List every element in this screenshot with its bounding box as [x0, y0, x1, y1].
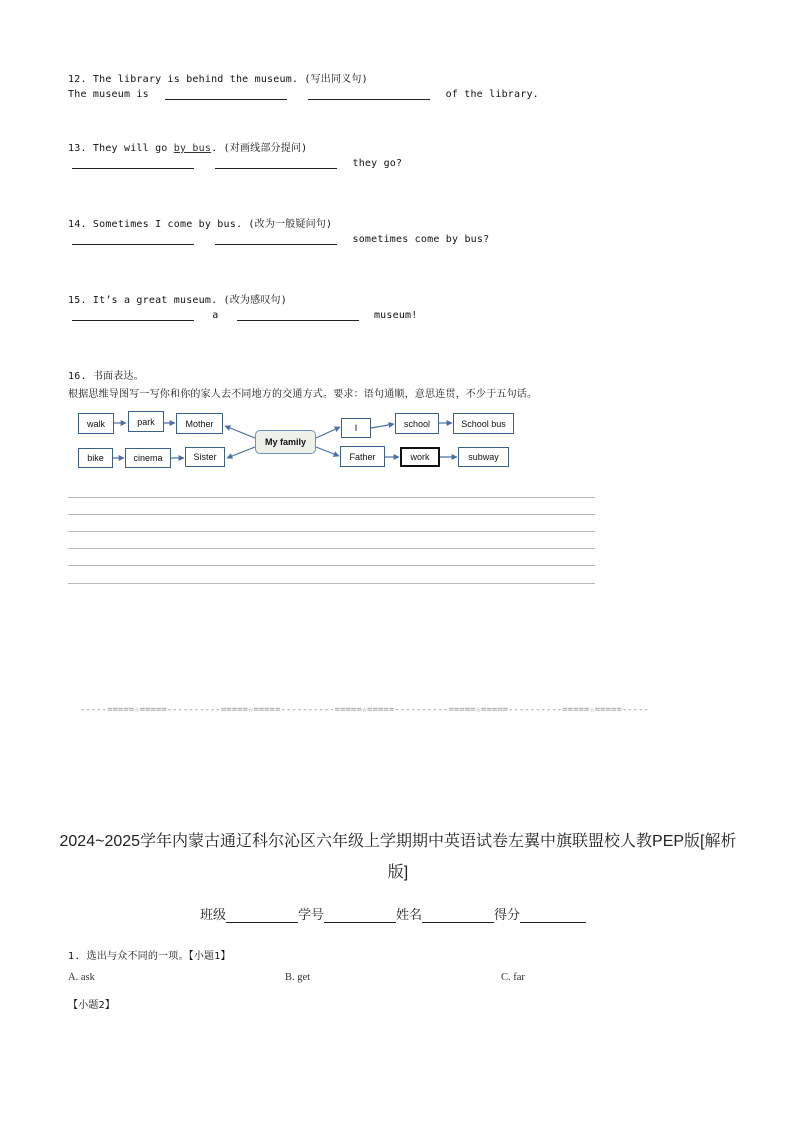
document-title: 2024~2025学年内蒙古通辽科尔沁区六年级上学期期中英语试卷左翼中旗联盟校人教PEP版[解析版] — [59, 833, 737, 881]
student-info-row — [200, 904, 586, 923]
class-label: 班级 — [200, 907, 227, 922]
node-sister: Sister — [185, 447, 225, 467]
question-14-text: 14. Sometimes I come by bus. (改为一般疑问句) — [68, 219, 333, 230]
answer-suffix: sometimes come by bus? — [352, 234, 490, 245]
underlined-phrase: by bus — [173, 143, 212, 154]
node-walk: walk — [78, 413, 114, 434]
name-field[interactable] — [422, 908, 494, 923]
question-13-suffix: . (对画线部分提问) — [211, 143, 308, 154]
writing-line[interactable] — [68, 548, 595, 549]
answer-suffix: of the library. — [445, 89, 539, 100]
node-bike: bike — [78, 448, 113, 468]
question-1-text: 1. 选出与众不同的一项。【小题1】 — [68, 951, 231, 962]
student-id-field[interactable] — [324, 908, 396, 923]
node-my-family: My family — [255, 430, 316, 454]
connector — [225, 426, 255, 438]
question-16-instruction: 根据思维导图写一写你和你的家人去不同地方的交通方式。要求：语句通顺，意思连贯，不少于五句话。 — [68, 389, 538, 400]
question-12-text: 12. The library is behind the museum. (写出同义句) — [68, 74, 368, 85]
node-cinema: cinema — [125, 448, 171, 468]
connector — [371, 424, 394, 428]
question-15-text: 15. It’s a great museum. (改为感叹句) — [68, 295, 287, 306]
node-i: I — [341, 418, 371, 438]
connector — [316, 447, 339, 456]
node-school: school — [395, 413, 439, 434]
sub-question-label: 【小题2】 — [68, 1000, 116, 1011]
answer-prefix: The museum is — [68, 89, 149, 100]
student-id-label: 学号 — [298, 907, 325, 922]
writing-line[interactable] — [68, 514, 595, 515]
node-father: Father — [340, 446, 385, 467]
option-a[interactable]: A. ask — [68, 972, 95, 983]
class-field[interactable] — [226, 908, 298, 923]
score-field[interactable] — [520, 908, 586, 923]
question-13-prefix: 13. They will go — [68, 143, 174, 154]
node-park: park — [128, 411, 164, 432]
score-label: 得分 — [494, 907, 521, 922]
connector — [227, 447, 255, 458]
answer-suffix: they go? — [352, 158, 403, 169]
answer-article: a — [212, 310, 219, 321]
option-b[interactable]: B. get — [285, 972, 311, 983]
option-c[interactable]: C. far — [501, 972, 525, 983]
name-label: 姓名 — [396, 907, 423, 922]
node-work: work — [400, 447, 440, 467]
node-subway: subway — [458, 447, 509, 467]
page-separator: -----=====☆=====----------=====☆=====----------=====☆=====----------=====☆=====----------=====☆=====----- — [80, 705, 649, 715]
question-16-heading: 16. 书面表达。 — [68, 371, 144, 382]
writing-line[interactable] — [68, 565, 595, 566]
node-mother: Mother — [176, 413, 223, 434]
writing-line[interactable] — [68, 583, 595, 584]
connector — [316, 427, 340, 438]
writing-line[interactable] — [68, 497, 595, 498]
node-school-bus: School bus — [453, 413, 514, 434]
answer-suffix: museum! — [373, 310, 418, 321]
writing-line[interactable] — [68, 531, 595, 532]
